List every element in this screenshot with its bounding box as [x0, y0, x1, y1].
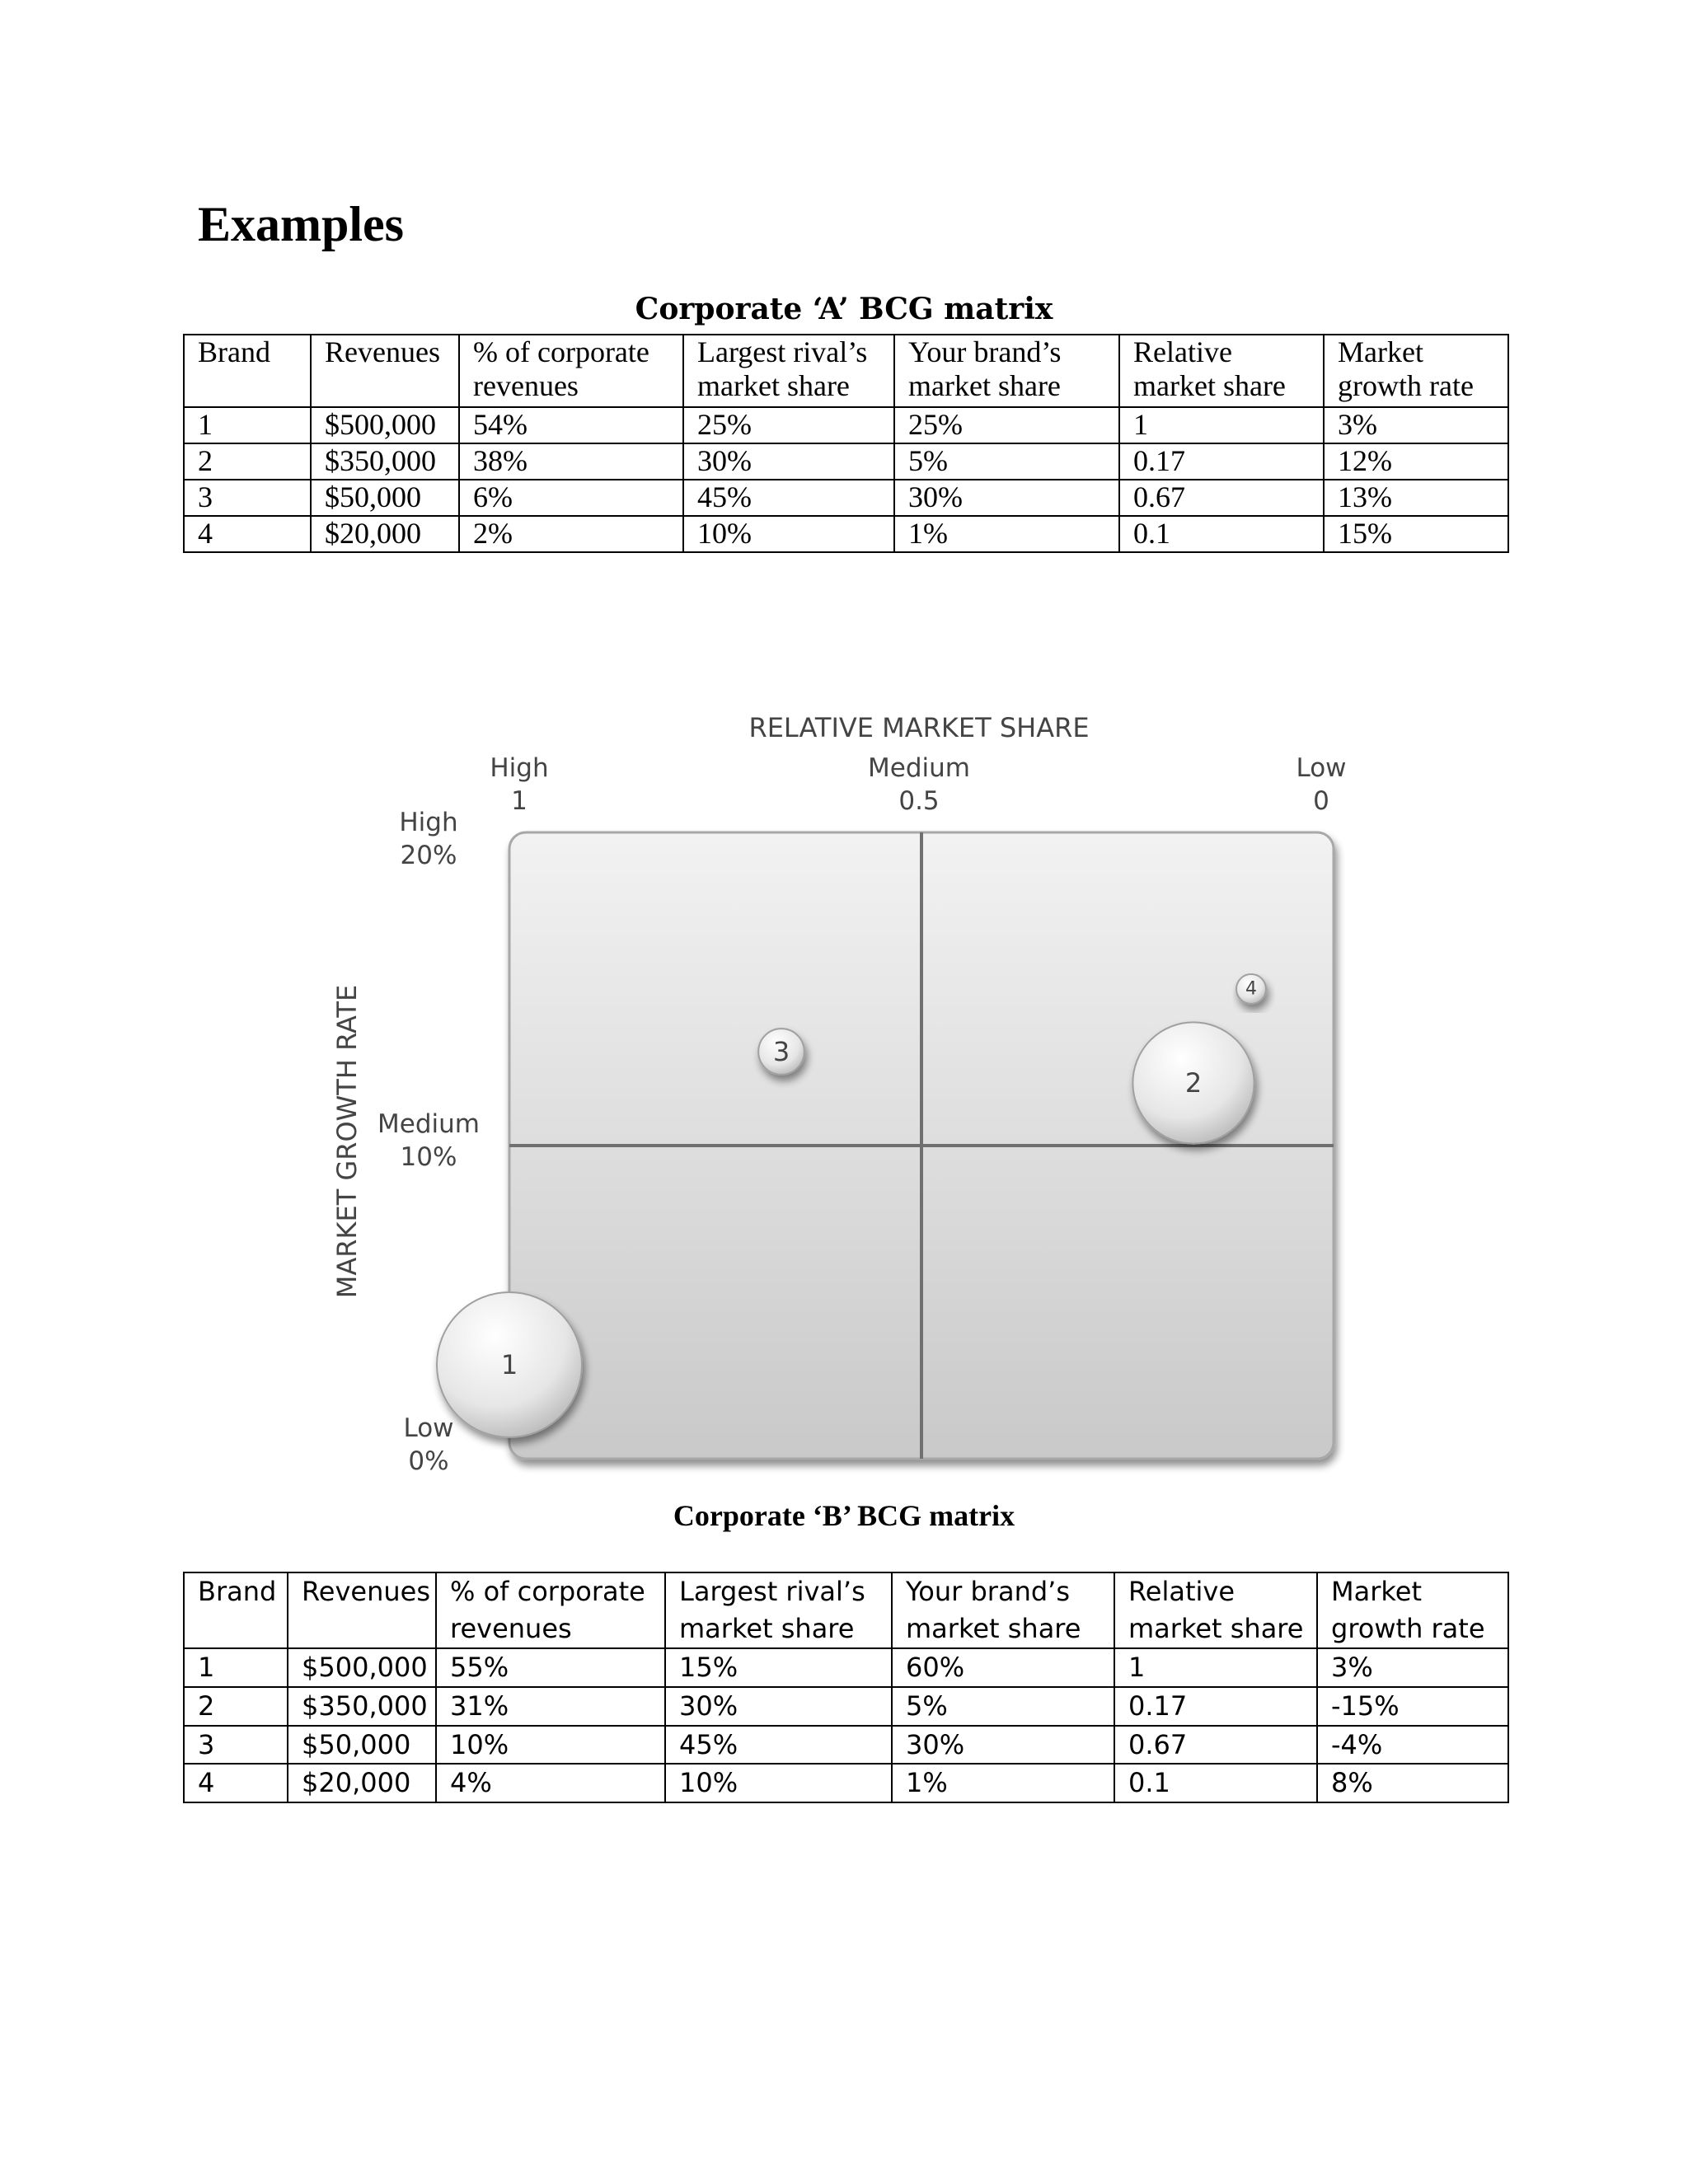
- table-a-header-cell: Relative market share: [1119, 335, 1324, 407]
- table-cell: 1: [184, 1648, 288, 1687]
- x-tick-name: Low: [1296, 753, 1347, 783]
- table-cell: 5%: [892, 1687, 1114, 1726]
- table-cell: 30%: [894, 480, 1119, 516]
- table-cell: 1: [1119, 407, 1324, 443]
- table-a-header-row: [184, 335, 1508, 407]
- table-a-header-cell: % of corporate revenues: [459, 335, 683, 407]
- table-cell: 1: [1114, 1648, 1317, 1687]
- table-row: [184, 1726, 1508, 1765]
- table-cell: 13%: [1324, 480, 1508, 516]
- table-cell: 15%: [1324, 516, 1508, 552]
- y-tick-value: 10%: [400, 1142, 457, 1172]
- table-cell: 54%: [459, 407, 683, 443]
- table-cell: 6%: [459, 480, 683, 516]
- bubble-label: 4: [1245, 978, 1257, 1000]
- table-cell: 2: [184, 443, 311, 480]
- table-row: [184, 516, 1508, 552]
- page-heading: Examples: [198, 197, 405, 251]
- table-cell: 1%: [892, 1764, 1114, 1802]
- table-b: [183, 1572, 1509, 1803]
- table-cell: 45%: [683, 480, 894, 516]
- table-a-header-cell: Largest rival’s market share: [683, 335, 894, 407]
- table-cell: 0.17: [1114, 1687, 1317, 1726]
- table-b-header-cell: Brand: [184, 1572, 288, 1648]
- table-cell: 30%: [665, 1687, 892, 1726]
- table-cell: 4: [184, 1764, 288, 1802]
- table-a: [183, 334, 1509, 553]
- table-cell: 3: [184, 1726, 288, 1765]
- table-cell: 1%: [894, 516, 1119, 552]
- table-row: [184, 443, 1508, 480]
- y-tick-name: Medium: [377, 1109, 480, 1139]
- table-a-header-cell: Market growth rate: [1324, 335, 1508, 407]
- table-a-header-cell: Your brand’s market share: [894, 335, 1119, 407]
- table-cell: 4: [184, 516, 311, 552]
- table-cell: $350,000: [288, 1687, 436, 1726]
- table-cell: 3: [184, 480, 311, 516]
- table-cell: 15%: [665, 1648, 892, 1687]
- table-cell: 38%: [459, 443, 683, 480]
- x-tick-name: Medium: [868, 753, 970, 783]
- bubble-label: 1: [500, 1349, 518, 1380]
- table-cell: $20,000: [311, 516, 459, 552]
- table-cell: $50,000: [288, 1726, 436, 1765]
- table-cell: 0.67: [1119, 480, 1324, 516]
- table-cell: 8%: [1317, 1764, 1508, 1802]
- table-b-header-cell: Largest rival’s market share: [665, 1572, 892, 1648]
- table-b-header-cell: % of corporate revenues: [436, 1572, 665, 1648]
- table-cell: 10%: [436, 1726, 665, 1765]
- table-cell: 0.17: [1119, 443, 1324, 480]
- table-cell: 25%: [683, 407, 894, 443]
- table-cell: 1: [184, 407, 311, 443]
- table-cell: -4%: [1317, 1726, 1508, 1765]
- table-b-header-cell: Your brand’s market share: [892, 1572, 1114, 1648]
- table-cell: -15%: [1317, 1687, 1508, 1726]
- x-tick-value: 0: [1313, 786, 1329, 816]
- table-b-header-cell: Revenues: [288, 1572, 436, 1648]
- x-tick-value: 0.5: [898, 786, 940, 816]
- table-row: [184, 1648, 1508, 1687]
- table-cell: 10%: [665, 1764, 892, 1802]
- table-row: [184, 1764, 1508, 1802]
- table-cell: $20,000: [288, 1764, 436, 1802]
- table-cell: 30%: [892, 1726, 1114, 1765]
- bcg-matrix-chart: [313, 684, 1368, 1492]
- table-a-header-cell: Brand: [184, 335, 311, 407]
- table-cell: $350,000: [311, 443, 459, 480]
- table-cell: 3%: [1324, 407, 1508, 443]
- y-tick-name: Low: [403, 1413, 454, 1443]
- table-b-caption: Corporate ‘B’ BCG matrix: [673, 1499, 1015, 1532]
- x-tick-value: 1: [511, 786, 528, 816]
- table-cell: 10%: [683, 516, 894, 552]
- table-cell: 45%: [665, 1726, 892, 1765]
- table-row: [184, 1687, 1508, 1726]
- table-cell: 55%: [436, 1648, 665, 1687]
- table-cell: 30%: [683, 443, 894, 480]
- table-cell: 31%: [436, 1687, 665, 1726]
- table-cell: $500,000: [311, 407, 459, 443]
- y-axis-title: MARKET GROWTH RATE: [331, 984, 363, 1299]
- table-cell: 2%: [459, 516, 683, 552]
- table-cell: 5%: [894, 443, 1119, 480]
- table-cell: 0.1: [1114, 1764, 1317, 1802]
- y-tick-name: High: [399, 808, 458, 837]
- table-b-header-cell: Relative market share: [1114, 1572, 1317, 1648]
- table-a-header-cell: Revenues: [311, 335, 459, 407]
- bubble-label: 2: [1184, 1067, 1203, 1099]
- table-cell: $500,000: [288, 1648, 436, 1687]
- bubble-label: 3: [772, 1036, 790, 1067]
- table-cell: 2: [184, 1687, 288, 1726]
- table-row: [184, 407, 1508, 443]
- table-b-header-row: [184, 1572, 1508, 1648]
- table-cell: 4%: [436, 1764, 665, 1802]
- x-tick-name: High: [490, 753, 549, 783]
- y-tick-value: 20%: [400, 841, 457, 870]
- x-axis-title: RELATIVE MARKET SHARE: [748, 712, 1090, 743]
- table-b-header-cell: Market growth rate: [1317, 1572, 1508, 1648]
- table-cell: 0.1: [1119, 516, 1324, 552]
- table-cell: $50,000: [311, 480, 459, 516]
- table-cell: 12%: [1324, 443, 1508, 480]
- y-tick-value: 0%: [408, 1446, 449, 1476]
- table-row: [184, 480, 1508, 516]
- table-cell: 3%: [1317, 1648, 1508, 1687]
- table-a-caption: Corporate ‘A’ BCG matrix: [635, 292, 1053, 326]
- table-cell: 0.67: [1114, 1726, 1317, 1765]
- table-cell: 25%: [894, 407, 1119, 443]
- table-cell: 60%: [892, 1648, 1114, 1687]
